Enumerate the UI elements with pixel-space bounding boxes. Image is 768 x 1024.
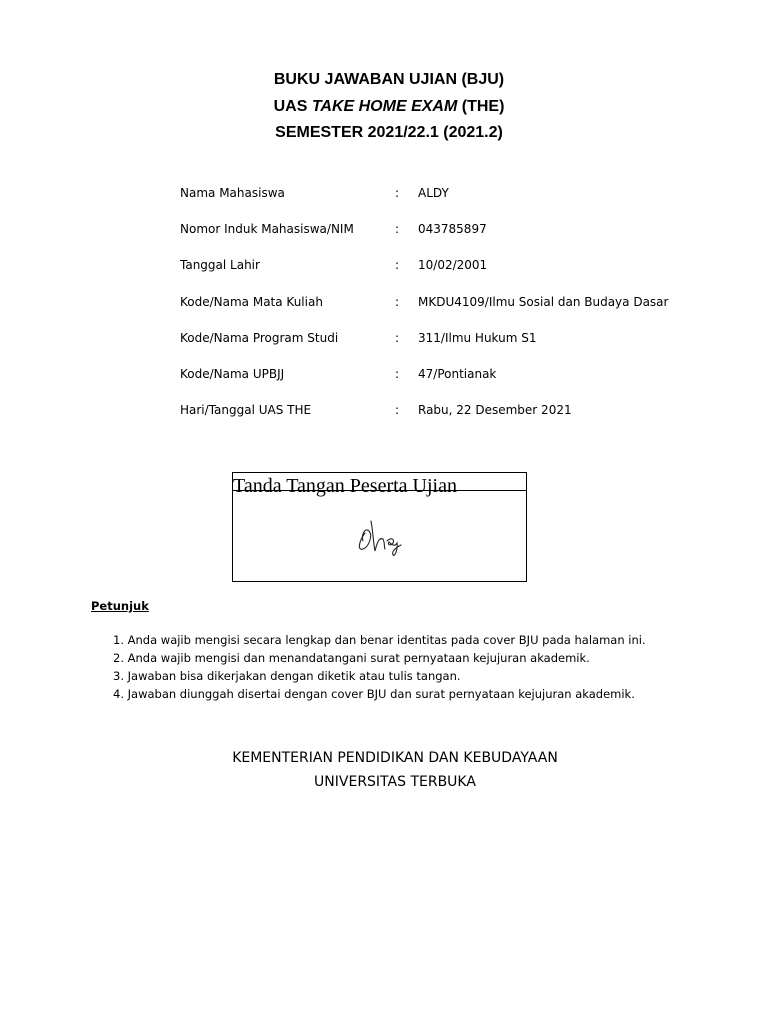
identity-label: Kode/Nama Program Studi [180,330,339,345]
identity-label: Kode/Nama Mata Kuliah [180,294,323,309]
identity-value: MKDU4109/Ilmu Sosial dan Budaya Dasar [418,294,669,309]
title-line-1: BUKU JAWABAN UJIAN (BJU) [273,71,505,88]
institution-footer [0,746,768,794]
identity-label: Nama Mahasiswa [180,186,285,200]
instruction-item: 2. Anda wajib mengisi dan menandatangani surat pernyataan kejujuran akademik. [113,651,590,665]
instructions-list [113,631,646,703]
instruction-item: 4. Jawaban diunggah disertai dengan cover BJU dan surat pernyataan kejujuran akademik. [113,687,635,701]
identity-row-name [180,184,740,220]
identity-label: Kode/Nama UPBJJ [180,366,285,381]
signature-box [232,472,527,582]
identity-separator: : [395,366,400,381]
identity-separator: : [395,222,400,237]
document-title [0,67,768,147]
identity-table [180,184,740,437]
identity-separator: : [395,186,400,200]
identity-label: Tanggal Lahir [180,258,260,273]
identity-separator: : [395,330,400,345]
instructions-heading: Petunjuk [91,599,149,613]
identity-row-course [180,293,740,329]
identity-value: 10/02/2001 [418,258,488,273]
title-line-2-prefix: UAS [273,97,312,115]
identity-value: 043785897 [418,222,487,237]
university-name: UNIVERSITAS TERBUKA [314,774,476,790]
title-line-2 [0,94,768,121]
identity-row-exam-date [180,401,740,437]
title-line-2-suffix: (THE) [457,97,505,115]
identity-separator: : [395,258,400,273]
signature-box-title [233,473,526,497]
title-line-3: SEMESTER 2021/22.1 (2021.2) [275,124,503,141]
identity-value: 311/Ilmu Hukum S1 [418,330,537,345]
identity-row-upbjj [180,365,740,401]
signature-box-title-text: Tanda Tangan Peserta Ujian [233,475,457,497]
identity-separator: : [395,294,400,309]
identity-row-birthdate [180,256,740,292]
identity-value: ALDY [418,186,449,200]
instruction-item: 3. Jawaban bisa dikerjakan dengan diketik atau tulis tangan. [113,669,461,683]
identity-label: Nomor Induk Mahasiswa/NIM [180,222,354,237]
handwritten-signature [351,501,435,577]
identity-value: 47/Pontianak [418,366,497,381]
ministry-name: KEMENTERIAN PENDIDIKAN DAN KEBUDAYAAN [232,750,558,766]
identity-separator: : [395,403,400,418]
identity-row-program [180,329,740,365]
identity-value: Rabu, 22 Desember 2021 [418,403,572,418]
title-line-2-italic: TAKE HOME EXAM [311,97,458,115]
instruction-item: 1. Anda wajib mengisi secara lengkap dan benar identitas pada cover BJU pada halaman ini. [113,633,646,647]
identity-row-nim [180,220,740,256]
identity-label: Hari/Tanggal UAS THE [180,403,312,418]
